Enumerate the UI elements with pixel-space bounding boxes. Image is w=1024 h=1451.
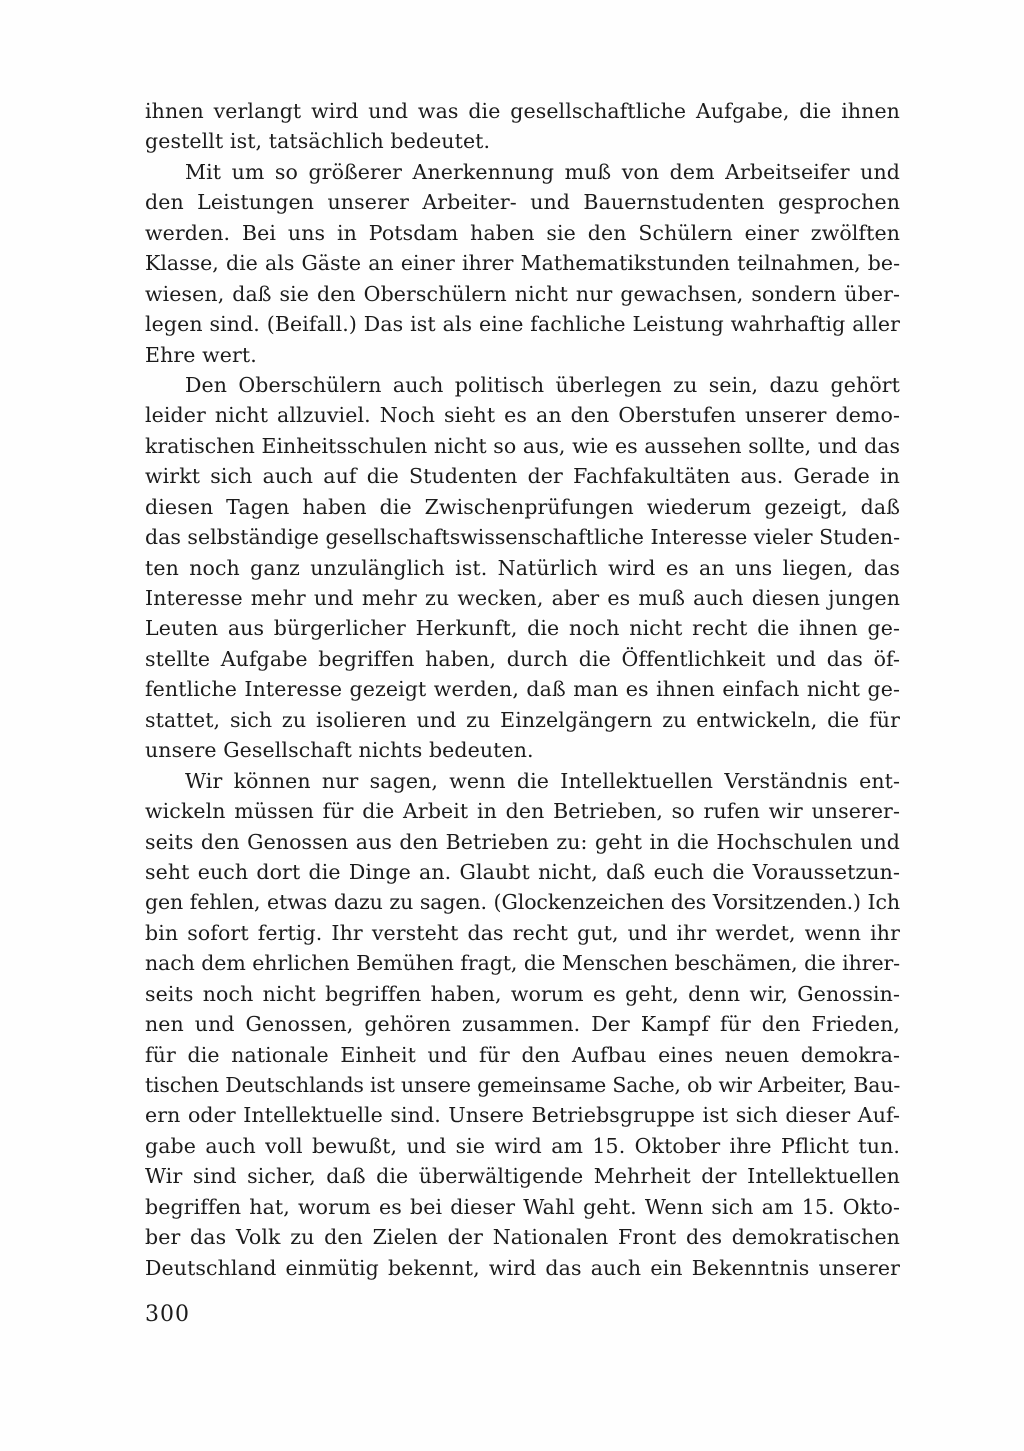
text-line: wiesen, daß sie den Oberschülern nicht nur gewachsen, sondern über- xyxy=(145,281,900,306)
text-line: den Leistungen unserer Arbeiter- und Bauernstudenten gesprochen xyxy=(145,190,900,215)
body-text xyxy=(145,96,900,1283)
text-line: Ehre wert. xyxy=(145,342,257,367)
text-line: Wir sind sicher, daß die überwältigende Mehrheit der Intellektuellen xyxy=(145,1164,900,1189)
text-line: gestellt ist, tatsächlich bedeutet. xyxy=(145,129,491,154)
text-line: stellte Aufgabe begriffen haben, durch die Öffentlichkeit und das öf- xyxy=(145,646,900,671)
text-line: gabe auch voll bewußt, und sie wird am 15. Oktober ihre Pflicht tun. xyxy=(145,1133,900,1158)
text-line: seits den Genossen aus den Betrieben zu: geht in die Hochschulen und xyxy=(145,829,900,854)
text-line: Wir können nur sagen, wenn die Intellektuellen Verständnis ent- xyxy=(185,768,900,793)
text-line: unsere Gesellschaft nichts bedeuten. xyxy=(145,738,534,763)
text-line: ihnen verlangt wird und was die gesellschaftliche Aufgabe, die ihnen xyxy=(145,99,900,123)
text-line: Den Oberschülern auch politisch überlegen zu sein, dazu gehört xyxy=(185,372,900,397)
text-line: ten noch ganz unzulänglich ist. Natürlich wird es an uns liegen, das xyxy=(145,555,900,580)
text-line: Interesse mehr und mehr zu wecken, aber es muß auch diesen jungen xyxy=(145,586,900,610)
text-line: wirkt sich auch auf die Studenten der Fachfakultäten aus. Gerade in xyxy=(145,464,900,489)
text-line: ber das Volk zu den Zielen der Nationalen Front des demokratischen xyxy=(145,1225,900,1250)
text-line: seht euch dort die Dinge an. Glaubt nicht, daß euch die Voraussetzun- xyxy=(145,859,900,884)
text-line: Klasse, die als Gäste an einer ihrer Mathematikstunden teilnahmen, be- xyxy=(145,251,900,276)
text-line: fentliche Interesse gezeigt werden, daß man es ihnen einfach nicht ge- xyxy=(145,677,900,702)
page-number: 300 xyxy=(145,1302,190,1327)
text-line: Mit um so größerer Anerkennung muß von dem Arbeitseifer und xyxy=(185,159,900,184)
text-line: gen fehlen, etwas dazu zu sagen. (Glockenzeichen des Vorsitzenden.) Ich xyxy=(145,890,900,915)
text-line: für die nationale Einheit und für den Aufbau eines neuen demokra- xyxy=(145,1042,900,1067)
text-line: tischen Deutschlands ist unsere gemeinsame Sache, ob wir Arbeiter, Bau- xyxy=(145,1073,901,1097)
text-line: kratischen Einheitsschulen nicht so aus, wie es aussehen sollte, und das xyxy=(145,433,900,458)
text-line: leider nicht allzuviel. Noch sieht es an den Oberstufen unserer demo- xyxy=(145,403,900,428)
text-line: legen sind. (Beifall.) Das ist als eine fachliche Leistung wahrhaftig aller xyxy=(145,312,900,337)
text-line: das selbständige gesellschaftswissenschaftliche Interesse vieler Studen- xyxy=(145,525,900,550)
text-line: diesen Tagen haben die Zwischenprüfungen wiederum gezeigt, daß xyxy=(145,494,900,519)
text-line: Leuten aus bürgerlicher Herkunft, die noch nicht recht die ihnen ge- xyxy=(145,616,900,641)
text-line: ern oder Intellektuelle sind. Unsere Betriebsgruppe ist sich dieser Auf- xyxy=(145,1103,900,1128)
text-line: wickeln müssen für die Arbeit in den Betrieben, so rufen wir unserer- xyxy=(145,799,900,824)
text-line: bin sofort fertig. Ihr versteht das recht gut, und ihr werdet, wenn ihr xyxy=(145,920,900,945)
text-line: Deutschland einmütig bekennt, wird das auch ein Bekenntnis unserer xyxy=(145,1255,900,1280)
text-line: nen und Genossen, gehören zusammen. Der Kampf für den Frieden, xyxy=(145,1012,900,1037)
text-line: nach dem ehrlichen Bemühen fragt, die Menschen beschämen, die ihrer- xyxy=(145,951,900,976)
text-line: begriffen hat, worum es bei dieser Wahl geht. Wenn sich am 15. Okto- xyxy=(145,1194,900,1219)
text-line: werden. Bei uns in Potsdam haben sie den Schülern einer zwölften xyxy=(145,220,900,245)
text-line: stattet, sich zu isolieren und zu Einzelgängern zu entwickeln, die für xyxy=(145,707,900,732)
text-line: seits noch nicht begriffen haben, worum es geht, denn wir, Genossin- xyxy=(145,981,900,1006)
